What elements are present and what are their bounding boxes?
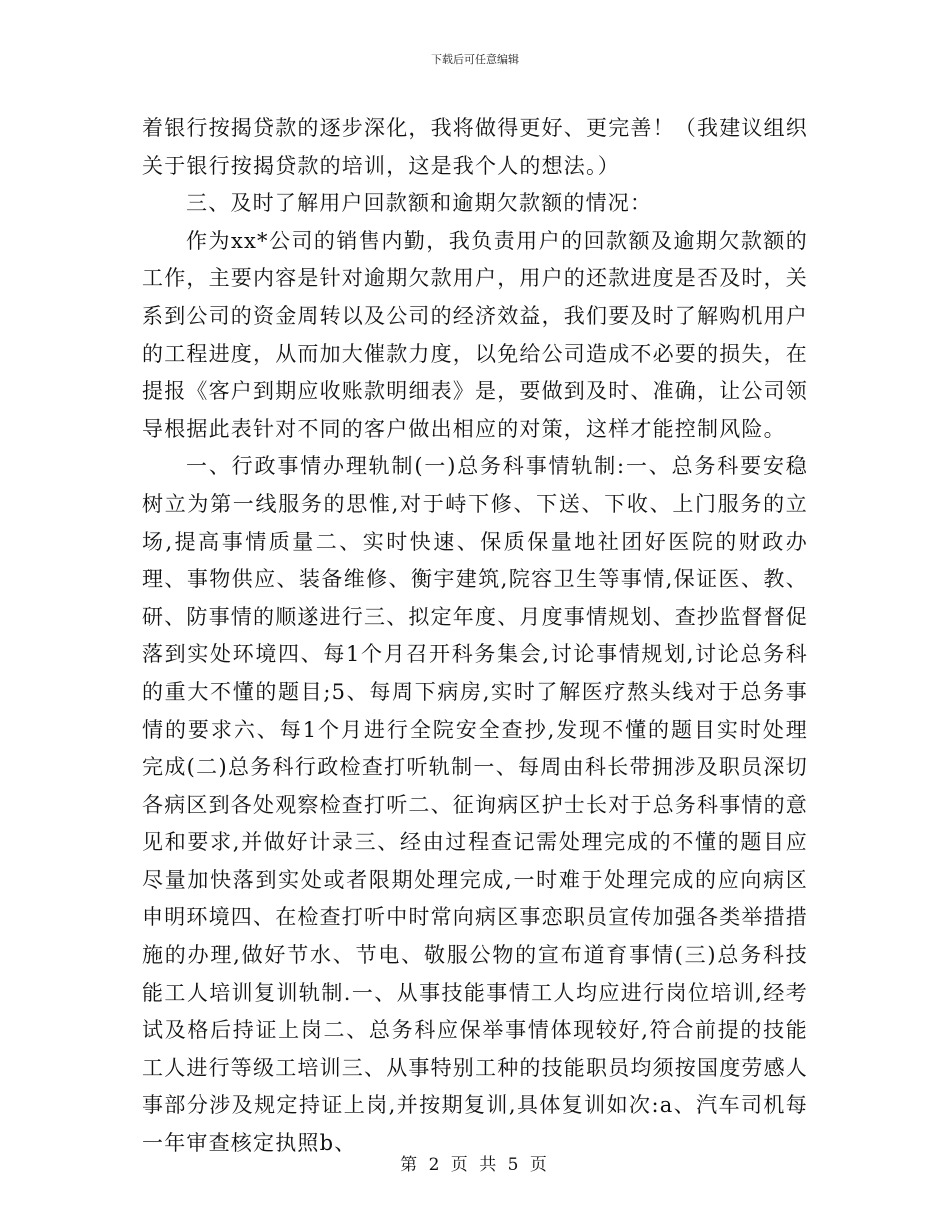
document-body bbox=[142, 110, 808, 1163]
paragraph-3: 作为xx*公司的销售内勤，我负责用户的回款额及逾期欠款额的工作，主要内容是针对逾期欠款用户，用户的还款进度是否及时，关系到公司的资金周转以及公司的经济效益，我们要及时了解购机用户的工程进度，从而加大催款力度，以免给公司造成不必要的损失，在提报《客户到期应收账款明细表》是，要做到及时、准确，让公司领导根据此表针对不同的客户做出相应的对策，这样才能控制风险。 bbox=[142, 228, 808, 441]
paragraph-4: 一、行政事情办理轨制(一)总务科事情轨制:一、总务科要安稳树立为第一线服务的思惟,对于峙下修、下送、下收、上门服务的立场,提高事情质量二、实时快速、保质保量地社团好医院的财政办理、事物供应、装备维修、衡宇建筑,院容卫生等事情,保证医、教、研、防事情的顺遂进行三、拟定年度、月度事情规划、查抄监督督促落到实处环境四、每1个月召开科务集会,讨论事情规划,讨论总务科的重大不懂的题目;5、每周下病房,实时了解医疗熬头线对于总务事情的要求六、每1个月进行全院安全查抄,发现不懂的题目实时处理完成(二)总务科行政检查打听轨制一、每周由科长带拥涉及职员深切各病区到各处观察检查打听二、征询病区护士长对于总务科事情的意见和要求,并做好计录三、经由过程查记需处理完成的不懂的题目应尽量加快落到实处或者限期处理完成,一时难于处理完成的应向病区申明环境四、在检查打听中时常向病区事恋职员宣传加强各类举措措施的办理,做好节水、节电、敬服公物的宣布道育事情(三)总务科技能工人培训复训轨制.一、从事技能事情工人均应进行岗位培训,经考试及格后持证上岗二、总务科应保举事情体现较好,符合前提的技能工人进行等级工培训三、从事特别工种的技能职员均须按国度劳感人事部分涉及规定持证上岗,并按期复训,具体复训如次:a、汽车司机每一年审查核定执照b、 bbox=[142, 454, 808, 1156]
paragraph-2: 三、及时了解用户回款额和逾期欠款额的情况： bbox=[186, 191, 653, 216]
page-header: 下载后可任意编辑 bbox=[431, 53, 519, 66]
page-number-footer: 第 2 页 共 5 页 bbox=[400, 1155, 550, 1175]
paragraph-1: 着银行按揭贷款的逐步深化，我将做得更好、更完善！（我建议组织关于银行按揭贷款的培训，这是我个人的想法。） bbox=[142, 116, 808, 178]
